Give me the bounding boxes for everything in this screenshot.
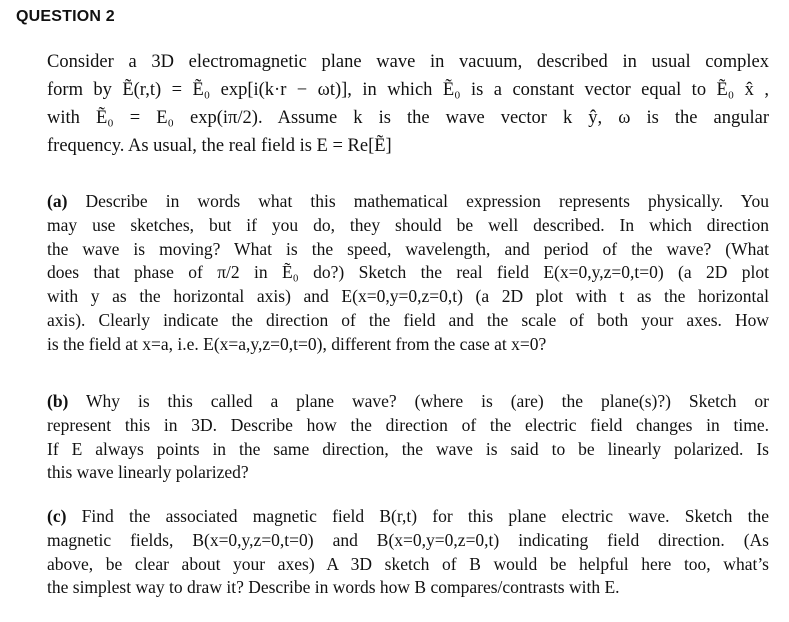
- part-c-line-1: (c) Find the associated magnetic field B(r,t) for this plane electric wave. Sketch the: [47, 506, 770, 526]
- part-a-line-4: does that phase of π/2 in Ẽ₀ do?) Sketch the real field E(x=0,y,z=0,t=0) (a 2D plot: [47, 262, 769, 283]
- part-a-line-7: is the field at x=a, i.e. E(x=a,y,z=0,t=0), different from the case at x=0?: [47, 333, 547, 354]
- intro-paragraph: [47, 48, 769, 160]
- part-a-line-5: with y as the horizontal axis) and E(x=0,y=0,z=0,t) (a 2D plot with t as the horizontal: [47, 286, 769, 307]
- intro-line-2: form by Ẽ(r,t) = Ẽ₀ exp[i(k·r − ωt)], in which Ẽ₀ is a constant vector equal to Ẽ₀ x̂ ,: [47, 80, 769, 100]
- intro-line-3: with Ẽ₀ = E₀ exp(iπ/2). Assume k is the wave vector k ŷ, ω is the angular: [47, 108, 769, 128]
- part-c-line-2: magnetic fields, B(x=0,y,z=0,t=0) and B(x=0,y=0,z=0,t) indicating field direction. (As: [47, 529, 769, 550]
- part-a-label: (a): [47, 191, 68, 211]
- part-c-line-4: the simplest way to draw it? Describe in words how B compares/contrasts with E.: [47, 577, 620, 598]
- part-a-line-6: axis). Clearly indicate the direction of the field and the scale of both your axes. How: [47, 309, 769, 330]
- part-b-line-1: (b) Why is this called a plane wave? (where is (are) the plane(s)?) Sketch or: [47, 391, 770, 411]
- part-c-paragraph: [47, 505, 769, 600]
- question-heading: QUESTION 2: [16, 8, 115, 25]
- part-c-label: (c): [47, 506, 67, 526]
- intro-line-1: Consider a 3D electromagnetic plane wave in vacuum, described in usual complex: [47, 52, 769, 72]
- intro-line-4: frequency. As usual, the real field is E = Re[Ẽ]: [47, 136, 392, 156]
- part-c-line-3: above, be clear about your axes) A 3D sketch of B would be helpful here too, what’s: [47, 553, 769, 574]
- part-b-line-4: this wave linearly polarized?: [47, 462, 249, 483]
- part-b-paragraph: [47, 390, 769, 485]
- part-b-line-2: represent this in 3D. Describe how the direction of the electric field changes in time.: [47, 414, 769, 435]
- part-b-label: (b): [47, 391, 69, 411]
- part-a-line-3: the wave is moving? What is the speed, wavelength, and period of the wave? (What: [47, 238, 769, 259]
- part-a-line-2: may use sketches, but if you do, they should be well described. In which direction: [47, 214, 769, 235]
- part-a-line-1: (a) Describe in words what this mathematical expression represents physically. You: [47, 191, 769, 211]
- part-b-line-3: If E always points in the same direction, the wave is said to be linearly polarized. Is: [47, 438, 769, 459]
- part-a-paragraph: [47, 190, 769, 357]
